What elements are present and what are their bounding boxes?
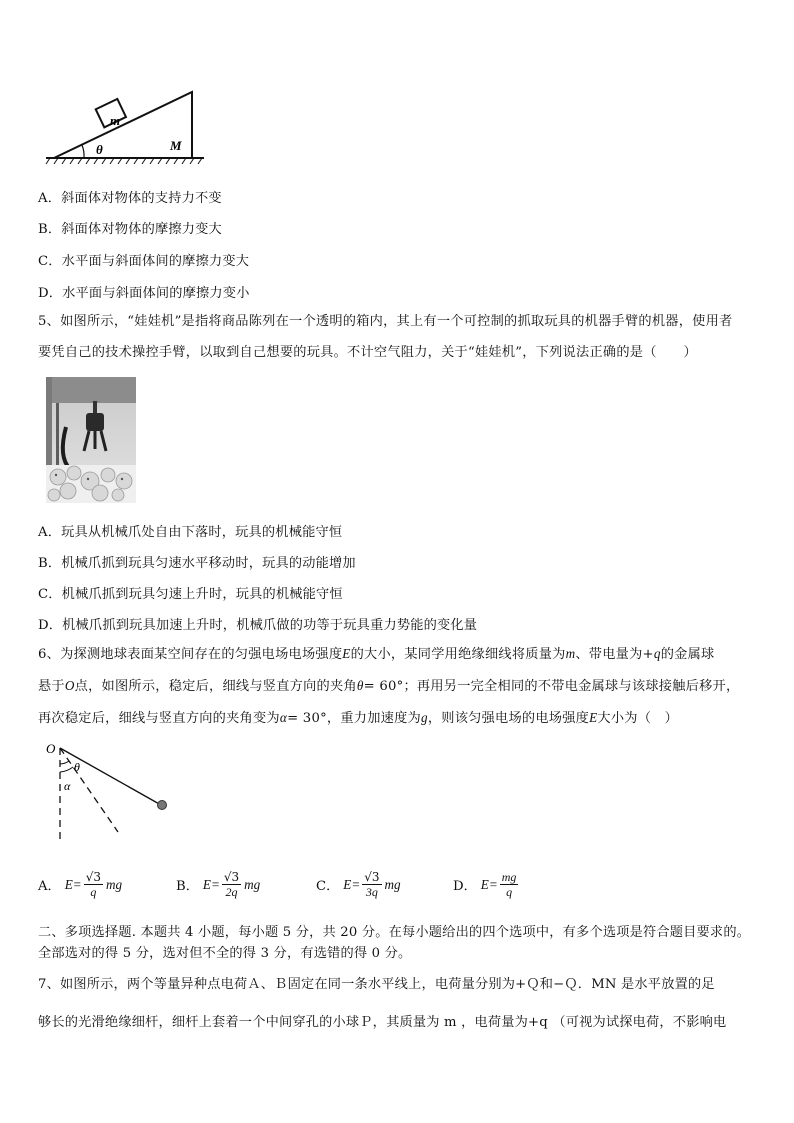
- q5-stem: [38, 306, 758, 368]
- q4-option-b: B．斜面体对物体的摩擦力变大: [38, 222, 222, 237]
- fraction-numerator: mg: [501, 870, 517, 884]
- q6-text: 6、为探测地球表面某空间存在的匀强电场电场强度: [38, 647, 343, 662]
- q4-option-d: D．水平面与斜面体间的摩擦力变小: [38, 286, 250, 301]
- q6-text: 再次稳定后，细线与竖直方向的夹角变为: [38, 711, 280, 726]
- q7-line-1: 7、如图所示，两个等量异种点电荷Ａ、Ｂ固定在同一条水平线上，电荷量分别为+Ｑ和−Ｑ．MN 是水平放置的足: [38, 977, 715, 992]
- q6-stem: [38, 638, 758, 734]
- q6-text: 的大小，某同学用绝缘细线将质量为: [350, 647, 566, 662]
- q5-option-b: B．机械爪抓到玩具匀速水平移动时，玩具的动能增加: [38, 556, 356, 571]
- q6-line-1: [38, 638, 758, 670]
- angle-label: θ: [96, 142, 103, 157]
- q6-text: = 30°，重力加速度为: [287, 711, 421, 726]
- q6-text: 悬于: [38, 679, 65, 694]
- option-eq: E=: [202, 876, 220, 892]
- q6-text: = 60°；再用另一完全相同的不带电金属球与该球接触后移开，: [363, 679, 740, 694]
- q5-line-1: 5、如图所示，“娃娃机”是指将商品陈列在一个透明的箱内，其上有一个可控制的抓取玩具的机器手臂的机器，使用者: [38, 314, 733, 329]
- pendulum-figure: [44, 738, 174, 844]
- symbol-m: m: [565, 646, 576, 661]
- section2-line-2: 全部选对的得 5 分，选对但不全的得 3 分，有选错的得 0 分。: [38, 946, 412, 961]
- q4-option-c: C．水平面与斜面体间的摩擦力变大: [38, 254, 250, 269]
- symbol-theta: θ: [356, 678, 364, 693]
- theta-label: θ: [74, 760, 80, 774]
- alpha-label: α: [64, 779, 71, 793]
- fraction-numerator: √3: [223, 870, 240, 884]
- claw-machine-photo: [46, 377, 136, 503]
- fraction: [84, 870, 103, 899]
- q6-text: 点，如图所示，稳定后，细线与竖直方向的夹角: [74, 679, 357, 694]
- symbol-e: E: [589, 710, 598, 725]
- option-eq: E=: [480, 876, 498, 892]
- symbol-alpha: α: [279, 710, 288, 725]
- q6-line-3: [38, 702, 758, 734]
- q6-option-d: [453, 870, 518, 899]
- section2-line-1: 二、多项选择题. 本题共 4 小题，每小题 5 分，共 20 分。在每小题给出的四个选项中，有多个选项是符合题目要求的。: [38, 925, 751, 940]
- q6-text: 大小为（ ）: [597, 711, 679, 726]
- q5-option-d: D．机械爪抓到玩具加速上升时，机械爪做的功等于玩具重力势能的变化量: [38, 618, 478, 633]
- option-tail: mg: [244, 876, 261, 892]
- fraction-denominator: 3q: [365, 885, 378, 899]
- option-label: A．: [38, 879, 61, 894]
- fraction-numerator: √3: [364, 870, 380, 884]
- incline-figure: [44, 88, 208, 168]
- q5-option-c: C．机械爪抓到玩具匀速上升时，玩具的机械能守恒: [38, 587, 343, 602]
- point-o-label: O: [46, 741, 56, 756]
- option-eq: E=: [64, 876, 82, 892]
- q5-option-a: A．玩具从机械爪处自由下落时，玩具的机械能守恒: [38, 525, 343, 540]
- q4-option-a: A．斜面体对物体的支持力不变: [38, 191, 222, 206]
- q7-line-2: 够长的光滑绝缘细杆，细杆上套着一个中间穿孔的小球Ｐ，其质量为 m ，电荷量为+q （可视为试探电荷，不影响电: [38, 1015, 727, 1030]
- symbol-g: g: [421, 710, 428, 725]
- q6-text: 的金属球: [660, 647, 715, 662]
- q6-option-c: [316, 870, 401, 899]
- q6-text: 、带电量为+: [575, 647, 654, 662]
- fraction: [500, 870, 519, 899]
- fraction-denominator: 2q: [225, 885, 238, 899]
- q6-option-a: [38, 870, 122, 899]
- fraction-denominator: q: [90, 885, 97, 899]
- option-tail: mg: [105, 876, 123, 892]
- q5-line-2: 要凭自己的技术操控手臂，以取到自己想要的玩具。不计空气阻力，关于“娃娃机”，下列说法正确的是（ ）: [38, 345, 697, 360]
- q6-option-b: [176, 870, 260, 899]
- option-tail: mg: [384, 876, 401, 892]
- option-label: B．: [176, 879, 199, 894]
- fraction-denominator: q: [506, 885, 513, 899]
- mass-large-label: M: [170, 138, 182, 153]
- option-label: C．: [316, 879, 340, 894]
- option-eq: E=: [343, 876, 361, 892]
- mass-small-label: m: [110, 113, 121, 128]
- option-label: D．: [453, 879, 477, 894]
- fraction: [362, 870, 381, 899]
- symbol-q: q: [653, 646, 661, 661]
- q6-line-2: [38, 670, 758, 702]
- symbol-o: O: [64, 678, 75, 693]
- symbol-e: E: [342, 646, 351, 661]
- q6-text: ，则该匀强电场的电场强度: [427, 711, 590, 726]
- fraction-numerator: √3: [85, 870, 101, 884]
- fraction: [222, 870, 241, 899]
